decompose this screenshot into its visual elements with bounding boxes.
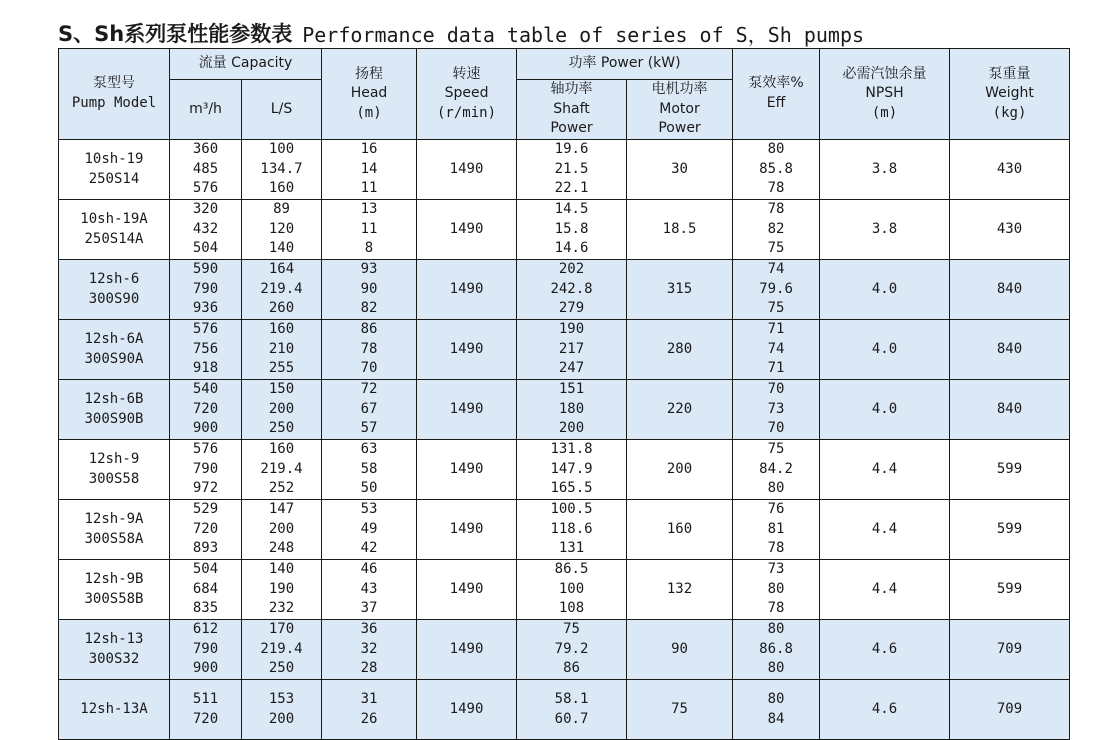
cell-head-value: 28	[360, 660, 378, 677]
header-weight: 泵重量 Weight (kg)	[950, 49, 1070, 140]
cell-motor-power: 30	[627, 140, 733, 200]
cell-m3h-value: 360	[192, 141, 219, 158]
cell-ls-value: 260	[268, 300, 295, 317]
cell-m3h-value: 936	[192, 300, 219, 317]
cell-ls-value: 160	[268, 321, 295, 338]
cell-speed: 1490	[417, 620, 517, 680]
cell-head	[322, 200, 417, 260]
table-row	[59, 140, 1070, 200]
cell-speed: 1490	[417, 140, 517, 200]
cell-npsh: 3.8	[820, 140, 950, 200]
table-header	[59, 49, 1070, 140]
cell-ls-value: 170	[268, 621, 295, 638]
cell-head-value: 13	[360, 201, 378, 218]
cell-head	[322, 620, 417, 680]
cell-shaft-power-value: 131.8	[550, 441, 593, 458]
cell-pump-model-value: 10sh-19	[84, 150, 144, 167]
cell-m3h-value: 540	[192, 381, 219, 398]
cell-npsh: 4.0	[820, 260, 950, 320]
cell-ls-value: 140	[268, 240, 295, 257]
header-eff: 泵效率% Eff	[733, 49, 820, 140]
cell-m3h	[170, 560, 242, 620]
cell-head-value: 14	[360, 160, 378, 177]
cell-ls-value: 160	[268, 441, 295, 458]
cell-head-value: 67	[360, 400, 378, 417]
cell-pump-model	[59, 620, 170, 680]
cell-head-value: 36	[360, 621, 378, 638]
cell-m3h-value: 835	[192, 600, 219, 617]
cell-m3h-value: 790	[192, 640, 219, 657]
cell-head-value: 93	[360, 261, 378, 278]
cell-eff-value: 81	[767, 520, 785, 537]
cell-weight: 840	[950, 320, 1070, 380]
cell-shaft-power-value: 100.5	[550, 501, 593, 518]
cell-m3h-value: 485	[192, 160, 219, 177]
cell-m3h	[170, 320, 242, 380]
cell-eff-value: 82	[767, 220, 785, 237]
cell-speed: 1490	[417, 380, 517, 440]
cell-m3h-value: 918	[192, 360, 219, 377]
cell-m3h-value: 893	[192, 540, 219, 557]
table-row	[59, 440, 1070, 500]
cell-shaft-power	[517, 440, 627, 500]
cell-ls	[242, 260, 322, 320]
cell-speed: 1490	[417, 680, 517, 740]
cell-m3h-value: 972	[192, 480, 219, 497]
cell-speed: 1490	[417, 200, 517, 260]
cell-ls-value: 100	[268, 141, 295, 158]
cell-head-value: 57	[360, 420, 378, 437]
cell-ls	[242, 680, 322, 740]
cell-weight: 709	[950, 620, 1070, 680]
cell-shaft-power-value: 165.5	[550, 480, 593, 497]
table-row	[59, 200, 1070, 260]
cell-pump-model	[59, 380, 170, 440]
header-speed: 转速 Speed (r/min)	[417, 49, 517, 140]
cell-pump-model-value: 300S32	[88, 650, 140, 667]
cell-eff	[733, 260, 820, 320]
cell-shaft-power	[517, 320, 627, 380]
cell-npsh: 4.6	[820, 680, 950, 740]
cell-weight: 430	[950, 140, 1070, 200]
cell-eff	[733, 620, 820, 680]
cell-head-value: 82	[360, 300, 378, 317]
cell-eff-value: 86.8	[759, 640, 793, 657]
cell-head-value: 78	[360, 340, 378, 357]
cell-shaft-power-value: 22.1	[554, 180, 589, 197]
cell-eff-value: 74	[767, 340, 785, 357]
cell-shaft-power-value: 118.6	[550, 520, 593, 537]
header-motor-power: 电机功率 Motor Power	[627, 80, 733, 140]
cell-head-value: 46	[360, 561, 378, 578]
cell-head-value: 8	[364, 240, 374, 257]
cell-head-value: 49	[360, 520, 378, 537]
cell-eff-value: 75	[767, 240, 785, 257]
cell-m3h-value: 790	[192, 460, 219, 477]
cell-head	[322, 260, 417, 320]
cell-head	[322, 560, 417, 620]
cell-ls	[242, 140, 322, 200]
cell-m3h-value: 504	[192, 240, 219, 257]
cell-shaft-power	[517, 560, 627, 620]
cell-motor-power: 18.5	[627, 200, 733, 260]
cell-m3h-value: 320	[192, 201, 219, 218]
cell-shaft-power	[517, 680, 627, 740]
cell-m3h-value: 576	[192, 321, 219, 338]
cell-head-value: 37	[360, 600, 378, 617]
cell-m3h-value: 504	[192, 561, 219, 578]
cell-ls-value: 210	[268, 340, 295, 357]
cell-npsh: 4.0	[820, 380, 950, 440]
cell-shaft-power	[517, 260, 627, 320]
cell-head-value: 26	[360, 710, 378, 727]
cell-ls-value: 190	[268, 580, 295, 597]
table-body	[59, 140, 1070, 740]
table-row	[59, 500, 1070, 560]
cell-npsh: 4.4	[820, 560, 950, 620]
title-chinese: S、Sh系列泵性能参数表	[58, 22, 293, 46]
cell-ls-value: 134.7	[260, 160, 303, 177]
cell-pump-model-value: 12sh-6A	[84, 330, 144, 347]
cell-m3h	[170, 380, 242, 440]
cell-eff-value: 79.6	[759, 280, 793, 297]
cell-head	[322, 380, 417, 440]
cell-shaft-power-value: 190	[558, 321, 585, 338]
cell-m3h-value: 720	[192, 710, 219, 727]
cell-eff-value: 85.8	[759, 160, 793, 177]
cell-npsh: 4.0	[820, 320, 950, 380]
cell-eff-value: 84	[767, 710, 785, 727]
cell-npsh: 3.8	[820, 200, 950, 260]
cell-m3h-value: 720	[192, 400, 219, 417]
cell-head-value: 63	[360, 441, 378, 458]
cell-pump-model-value: 300S58	[88, 470, 140, 487]
cell-head-value: 86	[360, 321, 378, 338]
cell-pump-model-value: 250S14	[88, 170, 140, 187]
cell-head-value: 31	[360, 690, 378, 707]
cell-ls-value: 89	[273, 201, 290, 218]
table-row	[59, 260, 1070, 320]
cell-m3h	[170, 620, 242, 680]
cell-head-value: 11	[360, 220, 378, 237]
cell-head-value: 53	[360, 501, 378, 518]
cell-shaft-power-value: 217	[558, 340, 585, 357]
cell-pump-model	[59, 260, 170, 320]
cell-head-value: 72	[360, 381, 378, 398]
cell-shaft-power-value: 86	[563, 660, 580, 677]
cell-shaft-power-value: 279	[558, 300, 585, 317]
cell-shaft-power-value: 180	[558, 400, 585, 417]
cell-shaft-power-value: 75	[563, 621, 580, 638]
cell-ls	[242, 200, 322, 260]
cell-ls-value: 120	[268, 220, 295, 237]
cell-shaft-power-value: 58.1	[554, 690, 589, 707]
page-title	[58, 16, 864, 50]
cell-eff-value: 80	[767, 660, 785, 677]
cell-ls-value: 219.4	[260, 280, 303, 297]
cell-motor-power: 200	[627, 440, 733, 500]
cell-m3h-value: 900	[192, 420, 219, 437]
cell-npsh: 4.4	[820, 500, 950, 560]
cell-head	[322, 440, 417, 500]
cell-head-value: 90	[360, 280, 378, 297]
cell-shaft-power-value: 14.6	[554, 240, 589, 257]
cell-speed: 1490	[417, 260, 517, 320]
cell-shaft-power-value: 147.9	[550, 460, 593, 477]
cell-shaft-power-value: 15.8	[554, 220, 589, 237]
cell-m3h-value: 756	[192, 340, 219, 357]
cell-eff-value: 84.2	[759, 460, 793, 477]
cell-pump-model	[59, 560, 170, 620]
cell-head-value: 50	[360, 480, 378, 497]
cell-m3h-value: 576	[192, 441, 219, 458]
cell-pump-model-value: 300S58B	[84, 590, 144, 607]
header-m3h: m³/h	[170, 80, 242, 140]
cell-ls-value: 248	[268, 540, 295, 557]
cell-pump-model	[59, 440, 170, 500]
cell-m3h-value: 612	[192, 621, 219, 638]
cell-weight: 840	[950, 380, 1070, 440]
cell-motor-power: 220	[627, 380, 733, 440]
cell-head	[322, 140, 417, 200]
cell-ls-value: 250	[268, 420, 295, 437]
cell-m3h	[170, 500, 242, 560]
cell-eff-value: 73	[767, 400, 785, 417]
cell-eff-value: 70	[767, 420, 785, 437]
cell-head-value: 32	[360, 640, 378, 657]
cell-ls	[242, 500, 322, 560]
cell-m3h-value: 576	[192, 180, 219, 197]
cell-weight: 599	[950, 500, 1070, 560]
cell-weight: 599	[950, 560, 1070, 620]
table-row	[59, 680, 1070, 740]
cell-head	[322, 500, 417, 560]
cell-speed: 1490	[417, 500, 517, 560]
cell-m3h-value: 720	[192, 520, 219, 537]
cell-eff	[733, 140, 820, 200]
cell-head-value: 43	[360, 580, 378, 597]
cell-shaft-power-value: 19.6	[554, 141, 589, 158]
cell-ls	[242, 560, 322, 620]
cell-head-value: 11	[360, 180, 378, 197]
cell-ls-value: 150	[268, 381, 295, 398]
cell-head	[322, 320, 417, 380]
cell-shaft-power-value: 131	[558, 540, 585, 557]
cell-shaft-power	[517, 620, 627, 680]
cell-pump-model-value: 12sh-6B	[84, 390, 144, 407]
cell-shaft-power-value: 108	[558, 600, 585, 617]
cell-eff-value: 78	[767, 540, 785, 557]
cell-shaft-power-value: 247	[558, 360, 585, 377]
cell-eff	[733, 680, 820, 740]
title-english: Performance data table of series of S，Sh pumps	[302, 22, 865, 47]
cell-eff-value: 78	[767, 201, 785, 218]
cell-eff-value: 78	[767, 180, 785, 197]
cell-weight: 840	[950, 260, 1070, 320]
cell-m3h	[170, 440, 242, 500]
cell-motor-power: 132	[627, 560, 733, 620]
cell-speed: 1490	[417, 440, 517, 500]
header-ls: L/S	[242, 80, 322, 140]
cell-ls-value: 252	[268, 480, 295, 497]
cell-pump-model	[59, 140, 170, 200]
cell-m3h	[170, 140, 242, 200]
cell-shaft-power-value: 14.5	[554, 201, 589, 218]
cell-pump-model-value: 250S14A	[84, 230, 144, 247]
cell-shaft-power	[517, 500, 627, 560]
cell-m3h-value: 790	[192, 280, 219, 297]
cell-weight: 599	[950, 440, 1070, 500]
cell-ls	[242, 320, 322, 380]
cell-shaft-power	[517, 200, 627, 260]
cell-pump-model-value: 10sh-19A	[80, 210, 148, 227]
cell-pump-model-value: 12sh-9	[88, 450, 140, 467]
cell-ls	[242, 380, 322, 440]
cell-eff-value: 78	[767, 600, 785, 617]
table-row	[59, 320, 1070, 380]
cell-shaft-power-value: 100	[558, 580, 585, 597]
cell-shaft-power-value: 86.5	[554, 561, 589, 578]
cell-eff-value: 71	[767, 360, 785, 377]
header-head: 扬程 Head (m)	[322, 49, 417, 140]
cell-motor-power: 160	[627, 500, 733, 560]
cell-eff	[733, 200, 820, 260]
cell-head-value: 58	[360, 460, 378, 477]
cell-eff-value: 80	[767, 141, 785, 158]
cell-weight: 430	[950, 200, 1070, 260]
cell-eff	[733, 440, 820, 500]
cell-npsh: 4.6	[820, 620, 950, 680]
cell-motor-power: 90	[627, 620, 733, 680]
cell-eff-value: 76	[767, 501, 785, 518]
table-row	[59, 380, 1070, 440]
cell-eff	[733, 560, 820, 620]
cell-speed: 1490	[417, 320, 517, 380]
cell-m3h-value: 529	[192, 501, 219, 518]
cell-m3h	[170, 260, 242, 320]
cell-ls-value: 200	[268, 710, 295, 727]
cell-pump-model-value: 300S90A	[84, 350, 144, 367]
cell-shaft-power	[517, 140, 627, 200]
cell-m3h-value: 590	[192, 261, 219, 278]
cell-ls-value: 219.4	[260, 460, 303, 477]
cell-motor-power: 75	[627, 680, 733, 740]
cell-pump-model-value: 12sh-13A	[80, 700, 148, 717]
cell-eff	[733, 320, 820, 380]
cell-m3h-value: 511	[192, 690, 219, 707]
cell-ls-value: 147	[268, 501, 295, 518]
cell-head-value: 70	[360, 360, 378, 377]
cell-ls-value: 200	[268, 400, 295, 417]
cell-eff-value: 80	[767, 690, 785, 707]
cell-eff-value: 80	[767, 621, 785, 638]
cell-weight: 709	[950, 680, 1070, 740]
cell-pump-model-value: 12sh-13	[84, 630, 144, 647]
cell-ls-value: 153	[268, 690, 295, 707]
cell-pump-model-value: 300S90	[88, 290, 140, 307]
cell-eff-value: 75	[767, 441, 785, 458]
performance-table	[58, 48, 1070, 740]
cell-pump-model-value: 12sh-9B	[84, 570, 144, 587]
cell-ls-value: 255	[268, 360, 295, 377]
cell-shaft-power-value: 60.7	[554, 710, 589, 727]
cell-ls	[242, 620, 322, 680]
cell-m3h	[170, 680, 242, 740]
cell-eff-value: 75	[767, 300, 785, 317]
cell-motor-power: 280	[627, 320, 733, 380]
cell-shaft-power	[517, 380, 627, 440]
cell-eff-value: 73	[767, 561, 785, 578]
cell-pump-model	[59, 680, 170, 740]
cell-shaft-power-value: 79.2	[554, 640, 589, 657]
cell-eff-value: 80	[767, 580, 785, 597]
table-row	[59, 560, 1070, 620]
cell-head-value: 42	[360, 540, 378, 557]
cell-head-value: 16	[360, 141, 378, 158]
cell-eff	[733, 500, 820, 560]
cell-ls-value: 219.4	[260, 640, 303, 657]
cell-shaft-power-value: 242.8	[550, 280, 593, 297]
cell-m3h-value: 432	[192, 220, 219, 237]
cell-eff	[733, 380, 820, 440]
header-pump-model: 泵型号 Pump Model	[59, 49, 170, 140]
cell-m3h	[170, 200, 242, 260]
cell-ls-value: 160	[268, 180, 295, 197]
cell-eff-value: 74	[767, 261, 785, 278]
header-capacity: 流量 Capacity	[170, 49, 322, 80]
cell-pump-model-value: 300S90B	[84, 410, 144, 427]
cell-ls-value: 140	[268, 561, 295, 578]
cell-ls-value: 250	[268, 660, 295, 677]
cell-shaft-power-value: 21.5	[554, 160, 589, 177]
cell-ls	[242, 440, 322, 500]
cell-ls-value: 200	[268, 520, 295, 537]
cell-pump-model	[59, 200, 170, 260]
cell-m3h-value: 684	[192, 580, 219, 597]
cell-pump-model-value: 12sh-6	[88, 270, 140, 287]
cell-pump-model-value: 300S58A	[84, 530, 144, 547]
cell-ls-value: 164	[268, 261, 295, 278]
cell-pump-model-value: 12sh-9A	[84, 510, 144, 527]
header-npsh: 必需汽蚀余量 NPSH (m)	[820, 49, 950, 140]
cell-speed: 1490	[417, 560, 517, 620]
cell-npsh: 4.4	[820, 440, 950, 500]
table-row	[59, 620, 1070, 680]
cell-ls-value: 232	[268, 600, 295, 617]
cell-motor-power: 315	[627, 260, 733, 320]
cell-shaft-power-value: 151	[558, 381, 585, 398]
cell-shaft-power-value: 200	[558, 420, 585, 437]
cell-head	[322, 680, 417, 740]
cell-shaft-power-value: 202	[558, 261, 585, 278]
cell-eff-value: 80	[767, 480, 785, 497]
header-shaft-power: 轴功率 Shaft Power	[517, 80, 627, 140]
cell-m3h-value: 900	[192, 660, 219, 677]
cell-pump-model	[59, 320, 170, 380]
cell-pump-model	[59, 500, 170, 560]
cell-eff-value: 71	[767, 321, 785, 338]
cell-eff-value: 70	[767, 381, 785, 398]
header-power: 功率 Power (kW)	[517, 49, 733, 80]
